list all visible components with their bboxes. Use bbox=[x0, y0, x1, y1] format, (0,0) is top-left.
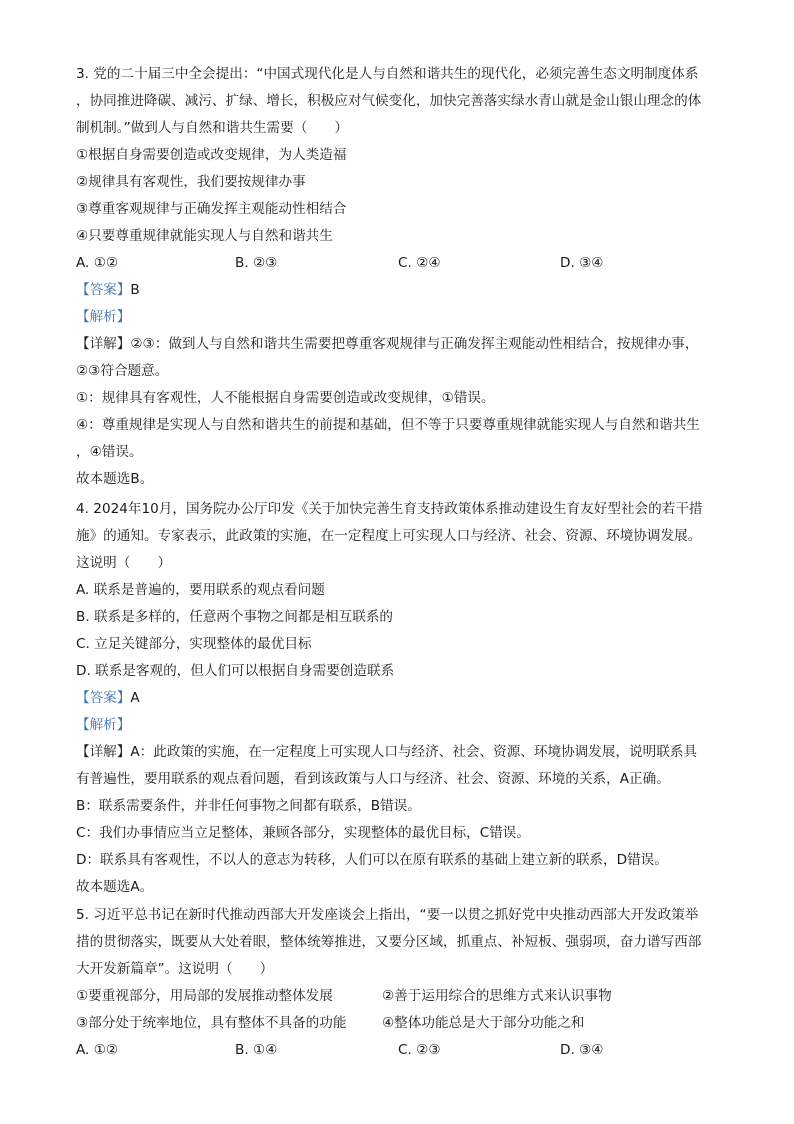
q3-stem-line-2: ，协同推进降碳、减污、扩绿、增长，积极应对气候变化，加快完善落实绿水青山就是金山银山理念的体 bbox=[76, 93, 702, 109]
q5-option-b: B. ①④ bbox=[235, 1042, 278, 1058]
q4-detail-line-1: 【详解】A：此政策的实施，在一定程度上可实现人口与经济、社会、资源、环境协调发展，说明联系具 bbox=[76, 744, 698, 760]
q3-detail-line-2: ②③符合题意。 bbox=[76, 363, 169, 379]
q5-statement-2: ②善于运用综合的思维方式来认识事物 bbox=[382, 988, 612, 1004]
q3-detail-line-6: 故本题选B。 bbox=[76, 471, 154, 487]
q4-option-c: C. 立足关键部分，实现整体的最优目标 bbox=[76, 636, 312, 652]
q3-statement-2: ②规律具有客观性，我们要按规律办事 bbox=[76, 174, 306, 190]
q4-answer bbox=[76, 688, 726, 708]
q3-stem-line-1: 3. 党的二十届三中全会提出：“中国式现代化是人与自然和谐共生的现代化，必须完善生态文明制度体系 bbox=[76, 66, 699, 82]
q4-option-a: A. 联系是普遍的，要用联系的观点看问题 bbox=[76, 582, 325, 598]
q3-option-c: C. ②④ bbox=[398, 255, 441, 271]
q5-stem-line-3: 大开发新篇章”。这说明（ ） bbox=[76, 961, 274, 977]
q4-answer-label: 【答案】 bbox=[76, 690, 131, 706]
q4-stem-line-2: 施》的通知。专家表示，此政策的实施，在一定程度上可实现人口与经济、社会、资源、环境协调发展。 bbox=[76, 528, 702, 544]
q3-option-d: D. ③④ bbox=[560, 255, 604, 271]
q4-stem-line-3: 这说明（ ） bbox=[76, 555, 172, 571]
q5-statement-1: ①要重视部分，用局部的发展推动整体发展 bbox=[76, 988, 333, 1004]
q3-answer-value: B bbox=[130, 282, 140, 298]
q5-stem-line-1: 5. 习近平总书记在新时代推动西部大开发座谈会上指出，“要一以贯之抓好党中央推动西部大开发政策举 bbox=[76, 907, 699, 923]
q3-answer-label: 【答案】 bbox=[76, 282, 131, 298]
q5-statement-4: ④整体功能总是大于部分功能之和 bbox=[382, 1015, 585, 1031]
q3-statement-4: ④只要尊重规律就能实现人与自然和谐共生 bbox=[76, 228, 333, 244]
q3-stem-line-3: 制机制。”做到人与自然和谐共生需要（ ） bbox=[76, 120, 349, 136]
q4-answer-value: A bbox=[130, 690, 140, 706]
q3-option-a: A. ①② bbox=[76, 255, 119, 271]
q5-option-d: D. ③④ bbox=[560, 1042, 604, 1058]
q4-analysis-label: 【解析】 bbox=[76, 717, 131, 733]
q5-statement-3: ③部分处于统率地位，具有整体不具备的功能 bbox=[76, 1015, 347, 1031]
q4-option-b: B. 联系是多样的，任意两个事物之间都是相互联系的 bbox=[76, 609, 394, 625]
q5-stem-line-2: 措的贯彻落实，既要从大处着眼，整体统筹推进，又要分区域，抓重点、补短板、强弱项，奋力谱写西部 bbox=[76, 934, 702, 950]
q4-detail-line-6: 故本题选A。 bbox=[76, 879, 154, 895]
q4-option-d: D. 联系是客观的，但人们可以根据自身需要创造联系 bbox=[76, 663, 395, 679]
q3-detail-line-4: ④：尊重规律是实现人与自然和谐共生的前提和基础，但不等于只要尊重规律就能实现人与自然和谐共生 bbox=[76, 417, 700, 433]
q4-detail-line-3: B：联系需要条件，并非任何事物之间都有联系，B错误。 bbox=[76, 798, 421, 814]
q3-statement-3: ③尊重客观规律与正确发挥主观能动性相结合 bbox=[76, 201, 347, 217]
q3-answer bbox=[76, 280, 726, 300]
q3-statement-1: ①根据自身需要创造或改变规律，为人类造福 bbox=[76, 147, 347, 163]
q4-stem-line-1: 4. 2024年10月，国务院办公厅印发《关于加快完善生育支持政策体系推动建设生育友好型社会的若干措 bbox=[76, 501, 703, 517]
q4-detail-line-2: 有普遍性，要用联系的观点看问题，看到该政策与人口与经济、社会、资源、环境的关系，A正确。 bbox=[76, 771, 670, 787]
q3-detail-line-3: ①：规律具有客观性，人不能根据自身需要创造或改变规律，①错误。 bbox=[76, 390, 495, 406]
q3-option-b: B. ②③ bbox=[235, 255, 278, 271]
q4-detail-line-5: D：联系具有客观性，不以人的意志为转移，人们可以在原有联系的基础上建立新的联系，D错误。 bbox=[76, 852, 668, 868]
q3-detail-line-1: 【详解】②③：做到人与自然和谐共生需要把尊重客观规律与正确发挥主观能动性相结合，按规律办事， bbox=[76, 336, 699, 352]
q3-detail-line-5: ，④错误。 bbox=[76, 444, 143, 460]
q5-option-a: A. ①② bbox=[76, 1042, 119, 1058]
q5-option-c: C. ②③ bbox=[398, 1042, 441, 1058]
q4-detail-line-4: C：我们办事情应当立足整体，兼顾各部分，实现整体的最优目标，C错误。 bbox=[76, 825, 530, 841]
q3-analysis-label: 【解析】 bbox=[76, 309, 131, 325]
